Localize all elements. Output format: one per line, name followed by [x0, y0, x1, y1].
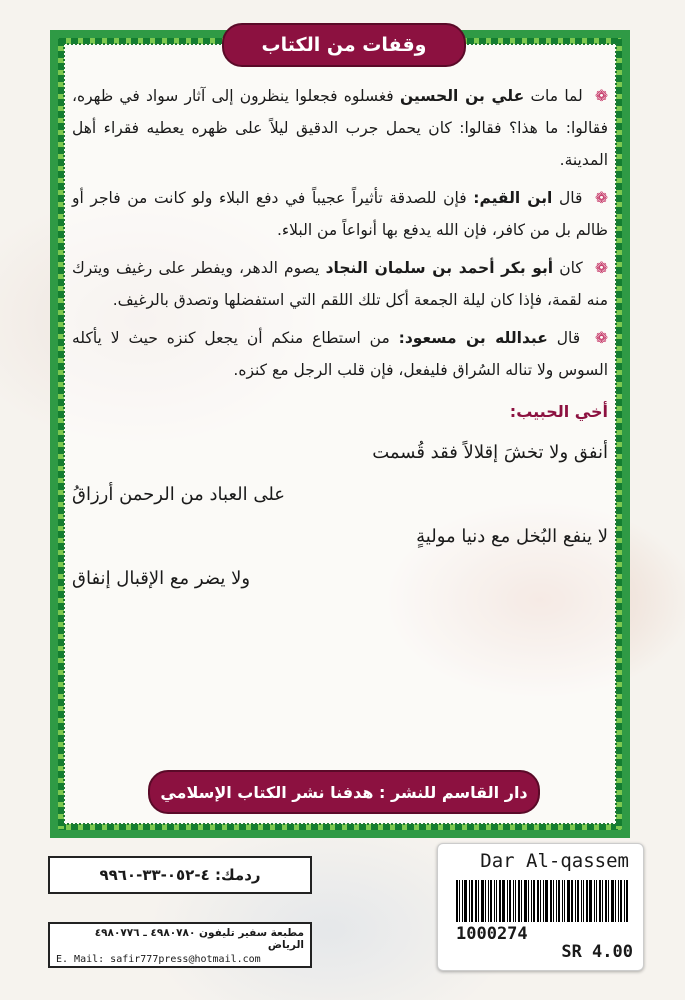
vine-border-left [58, 39, 64, 829]
quote-text: من استطاع منكم أن يجعل كنزه حيث لا يأكله السوس ولا تناله السُراق فليفعل، فإن قلب الرجل مع كنزه. [72, 329, 608, 379]
barcode-bar [488, 880, 489, 922]
barcode-bar [456, 880, 458, 922]
barcode-bar [543, 880, 544, 922]
quote-paragraph [72, 182, 608, 246]
barcode-bar [528, 880, 529, 922]
sticker-price: SR 4.00 [561, 942, 633, 962]
barcode-bar [524, 880, 527, 922]
barcode-bar [494, 880, 495, 922]
quote-text: فغسلوه فجعلوا ينظرون إلى آثار سواد في ظهره، فقالوا: ما هذا؟ فقالوا: كان يحمل جرب الدقيق ليلاً على ظهره يعطيه فقراء أهل المدينة. [72, 87, 608, 169]
barcode-bar [478, 880, 479, 922]
quote-paragraph [72, 252, 608, 316]
section-title-banner [222, 23, 466, 67]
printer-phone: مطبعة سفير تليفون ٤٩٨٠٧٨٠ ـ ٤٩٨٠٧٧٦ الرياض [94, 927, 304, 951]
quote-text: فإن للصدقة تأثيراً عجيباً في دفع البلاء ولو كانت من فاجر أو ظالم بل من كافر، فإن الله يدفع بها أنواعاً من البلاء. [72, 189, 608, 239]
barcode-bar [626, 880, 628, 922]
barcode-bar [515, 880, 516, 922]
barcode-bar [589, 880, 592, 922]
barcode-bar [571, 880, 573, 922]
barcode-bar [540, 880, 541, 922]
publisher-label: دار القاسم للنشر : هدفنا نشر الكتاب الإسلامي [160, 782, 528, 802]
quote-lead: لما مات [530, 87, 583, 105]
printer-email: E. Mail: safir777press@hotmail.com [56, 954, 261, 965]
barcode-bar [485, 880, 486, 922]
isbn-box [48, 856, 312, 894]
barcode-bar [499, 880, 501, 922]
publisher-banner [148, 770, 540, 814]
poem-address: أخي الحبيب: [509, 402, 608, 421]
quote-person-name: ابن القيم: [473, 189, 553, 207]
barcode-bar [462, 880, 463, 922]
barcode-bar [471, 880, 473, 922]
barcode-bar [475, 880, 477, 922]
barcode-bar [596, 880, 597, 922]
isbn-text: ردمك: ٤-٠٥٢-٣٣-٩٩٦٠ [99, 866, 261, 884]
quote-lead: قال [558, 189, 583, 207]
barcode-bar [545, 880, 548, 922]
sticker-store-name: Dar Al-qassem [480, 850, 629, 872]
quote-paragraph [72, 80, 608, 176]
price-sticker [437, 843, 644, 971]
barcode-bar [564, 880, 565, 922]
barcode-bar [507, 880, 508, 922]
barcode-bar [521, 880, 522, 922]
barcode-bar [558, 880, 560, 922]
barcode-bar [594, 880, 595, 922]
barcode-bar [615, 880, 616, 922]
quote-text: يصوم الدهر، ويفطر على رغيف ويترك منه لقمة، فإذا كان ليلة الجمعة أكل تلك اللقم التي استفضلها وتصدق بالرغيف. [72, 259, 608, 309]
barcode-bar [481, 880, 484, 922]
barcode-bar [464, 880, 467, 922]
barcode-bar [537, 880, 539, 922]
barcode-bar [575, 880, 576, 922]
barcode-bar [513, 880, 514, 922]
barcode-bar [586, 880, 588, 922]
poem-verses [72, 432, 608, 600]
barcode-bar [502, 880, 505, 922]
flower-bullet-icon: ❁ [595, 329, 609, 347]
printer-info-box [48, 922, 312, 968]
quote-person-name: عبدالله بن مسعود: [398, 329, 548, 347]
vine-border-bottom [59, 824, 621, 830]
barcode-bar [531, 880, 532, 922]
quote-paragraph [72, 322, 608, 386]
quote-lead: كان [559, 259, 583, 277]
poem-line: لا ينفع البُخل مع دنيا موليةٍ [416, 526, 608, 547]
barcode-bar [509, 880, 511, 922]
quotes-content [72, 80, 608, 600]
barcode-bar [490, 880, 492, 922]
barcode-bar [581, 880, 582, 922]
flower-bullet-icon: ❁ [595, 189, 608, 207]
barcode-bar [459, 880, 460, 922]
barcode-bar [605, 880, 607, 922]
barcode-bar [602, 880, 603, 922]
section-title: وقفات من الكتاب [261, 34, 427, 56]
barcode-bar [553, 880, 554, 922]
barcode-bar [562, 880, 563, 922]
barcode-icon [456, 880, 634, 922]
barcode-bar [533, 880, 535, 922]
barcode-bar [556, 880, 557, 922]
poem-line: أنفق ولا تخشَ إقلالاً فقد قُسمت [372, 442, 608, 463]
quote-person-name: أبو بكر أحمد بن سلمان النجاد [325, 259, 554, 277]
poem-line: على العباد من الرحمن أرزاقُ [72, 484, 286, 505]
barcode-bar [550, 880, 552, 922]
barcode-bar [469, 880, 470, 922]
barcode-bar [608, 880, 609, 922]
vine-border-right [616, 39, 622, 829]
barcode-bar [620, 880, 622, 922]
barcode-bar [577, 880, 579, 922]
quote-lead: قال [556, 329, 581, 347]
barcode-bar [567, 880, 570, 922]
poem-line: ولا يضر مع الإقبال إنفاق [72, 568, 251, 589]
flower-bullet-icon: ❁ [594, 259, 608, 277]
barcode-bar [611, 880, 614, 922]
sticker-code: 1000274 [456, 924, 528, 944]
barcode-bar [624, 880, 625, 922]
barcode-bar [599, 880, 601, 922]
quote-person-name: علي بن الحسين [399, 87, 525, 105]
barcode-bar [583, 880, 584, 922]
barcode-bar [618, 880, 619, 922]
flower-bullet-icon: ❁ [595, 87, 608, 105]
barcode-bar [496, 880, 497, 922]
barcode-bar [518, 880, 520, 922]
